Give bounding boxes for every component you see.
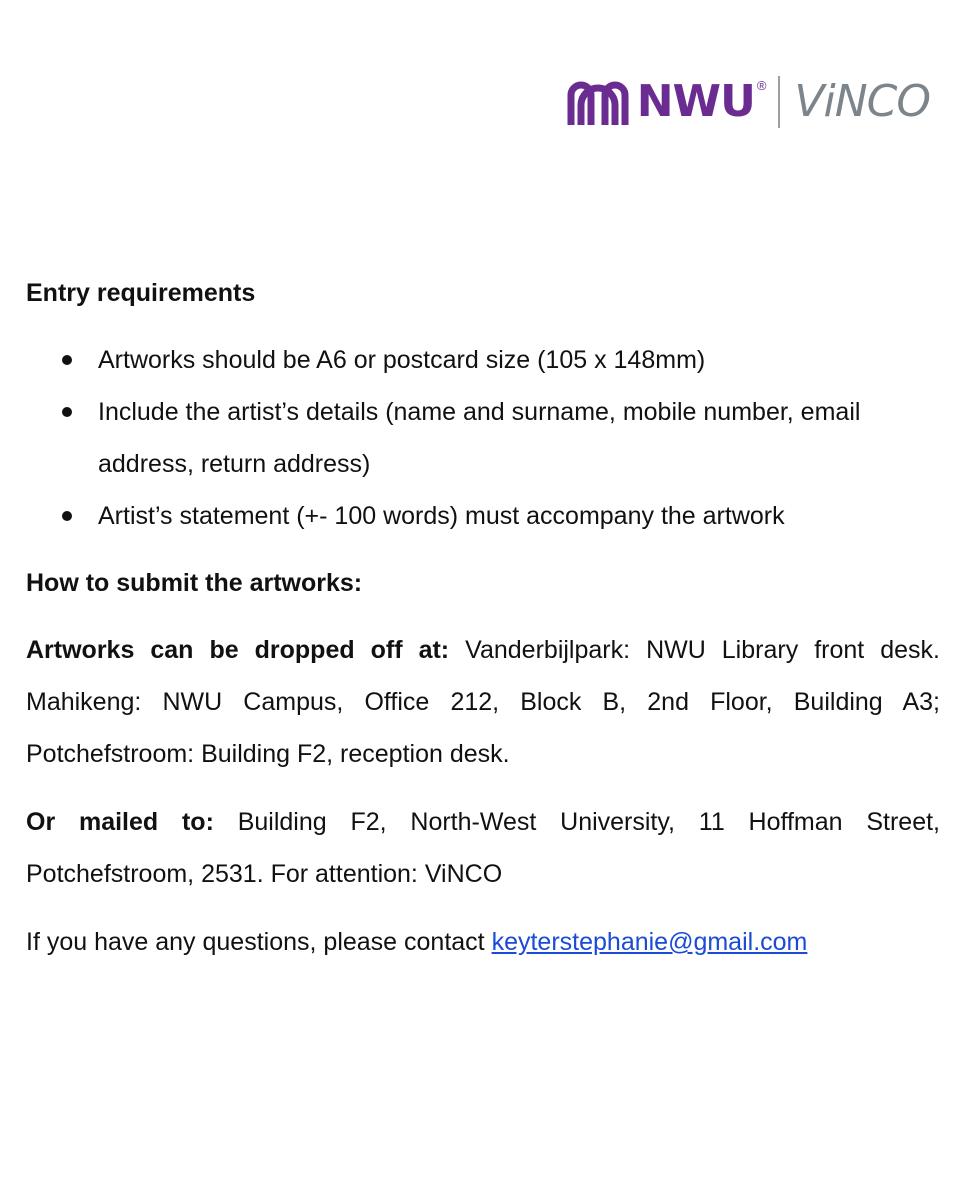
dropoff-label: Artworks can be dropped off at: [26,636,450,664]
logo-divider [778,76,780,128]
nwu-emblem-icon [565,77,631,127]
dropoff-text: Vanderbijlpark: NWU Library front desk. Mahikeng: NWU Campus, Office 212, Block B, 2nd Floor, Building A3; Potchefstroom: Building F2, reception desk. [26,636,940,768]
bullet-icon [62,407,72,417]
logo-vinco-text: ViNCO [794,76,930,127]
logo-registered-mark: ® [756,78,767,93]
bullet-icon [62,355,72,365]
document-body [26,270,940,968]
list-item-text: Artist’s statement (+- 100 words) must accompany the artwork [98,502,785,530]
list-item [98,334,940,386]
contact-email-link[interactable]: keyterstephanie@gmail.com [491,928,808,956]
entry-requirements-heading: Entry requirements [26,279,256,307]
bullet-icon [62,511,72,521]
list-item-text: Artworks should be A6 or postcard size (105 x 148mm) [98,346,706,374]
contact-paragraph [26,916,940,968]
list-item-text: Include the artist’s details (name and surname, mobile number, email address, return address) [98,398,861,478]
mail-text: Building F2, North-West University, 11 Hoffman Street, Potchefstroom, 2531. For attention: ViNCO [26,808,941,888]
dropoff-paragraph [26,624,940,780]
how-to-submit-heading: How to submit the artworks: [26,569,363,597]
mail-paragraph [26,796,940,900]
list-item [98,490,940,542]
entry-requirements-list [26,334,940,542]
contact-text: If you have any questions, please contact [26,928,492,956]
logo-nwu-text: NWU [636,76,755,127]
list-item [98,386,940,490]
nwu-vinco-logo [565,72,930,132]
mail-label: Or mailed to: [26,808,214,836]
